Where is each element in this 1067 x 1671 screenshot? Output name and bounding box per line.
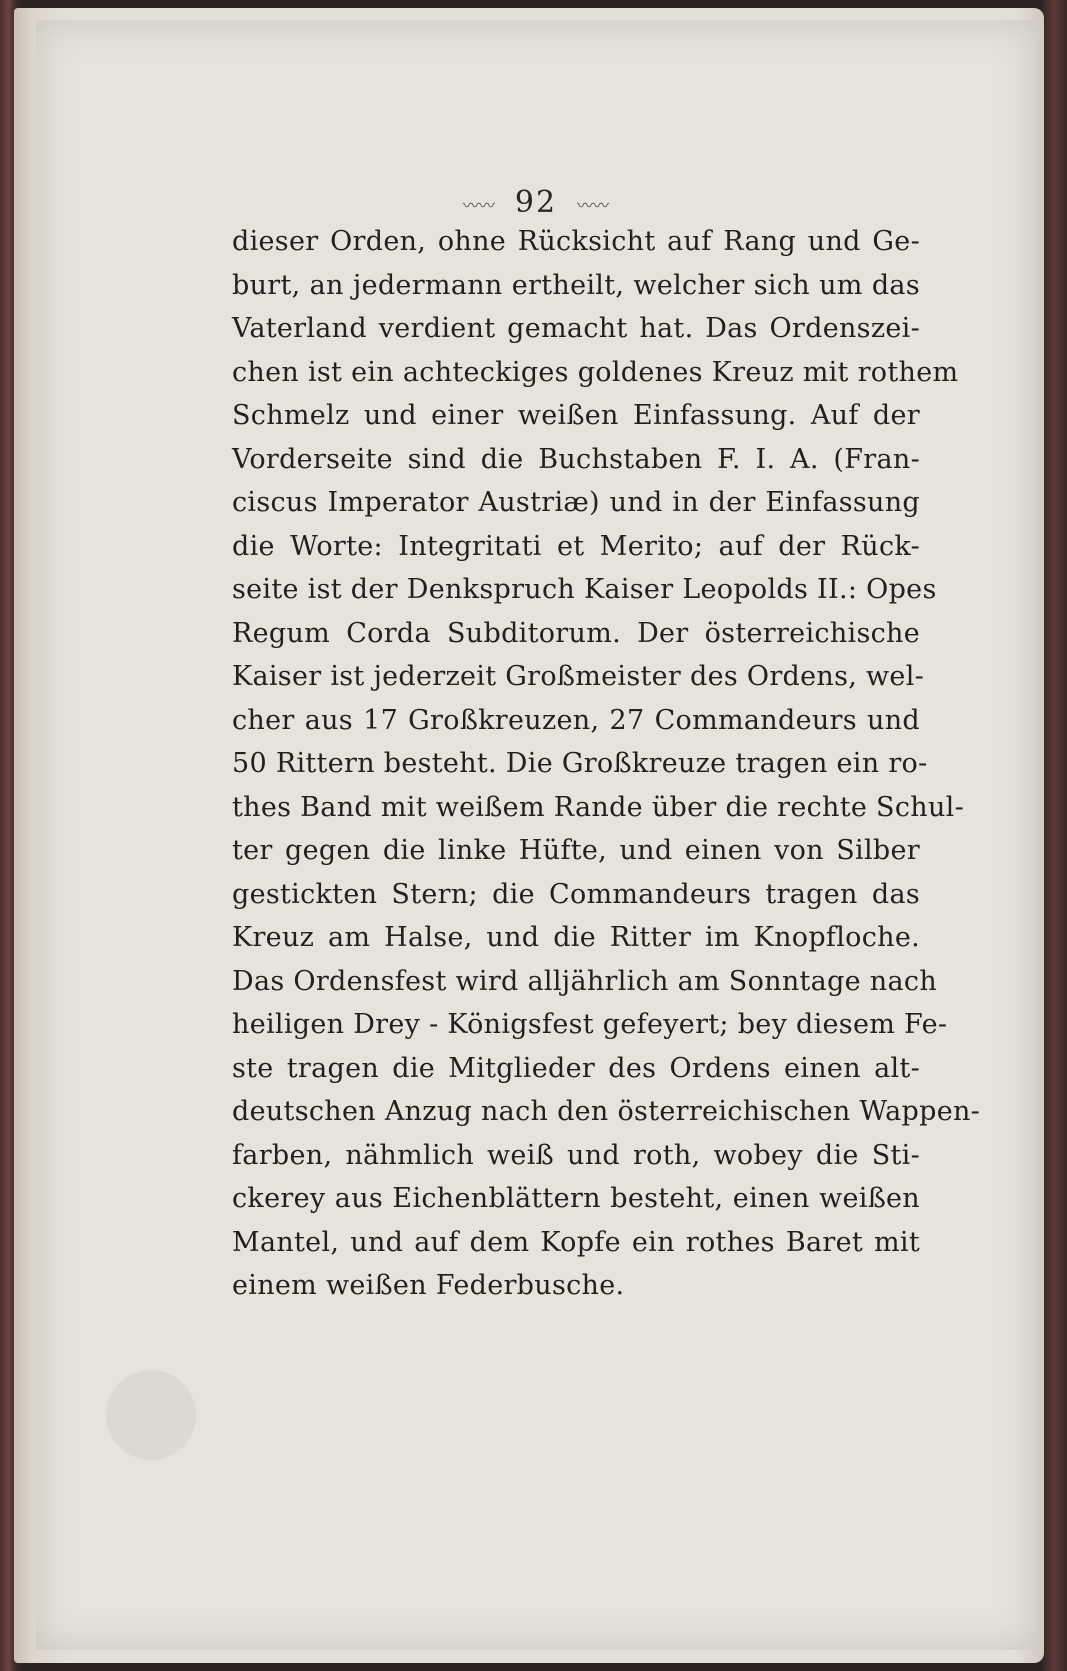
text-line: 50 Rittern besteht. Die Großkreuze tragen ein ro- <box>232 748 928 779</box>
text-line: Vorderseite sind die Buchstaben F. I. A. (Fran- <box>232 443 920 475</box>
text-line: chen ist ein achteckiges goldenes Kreuz mit rothem <box>232 356 959 388</box>
text-line: heiligen Drey - Königsfest gefeyert; bey diesem Fe- <box>232 1009 948 1040</box>
text-line: ciscus Imperator Austriæ) und in der Einfassung <box>232 487 920 518</box>
text-line: deutschen Anzug nach den österreichischen Wappen- <box>232 1096 981 1127</box>
text-line: Vaterland verdient gemacht hat. Das Ordenszei- <box>232 313 920 344</box>
paper-stain <box>106 1370 196 1460</box>
header-ornament-left-icon: 〰〰 <box>462 195 495 215</box>
text-line: ste tragen die Mitglieder des Ordens einen alt- <box>232 1052 920 1084</box>
text-line: thes Band mit weißem Rande über die rechte Schul- <box>232 791 965 823</box>
header-ornament-right-icon: 〰〰 <box>577 195 610 215</box>
text-line: dieser Orden, ohne Rücksicht auf Rang und Ge- <box>232 226 920 257</box>
page-header <box>36 185 1036 220</box>
text-line: die Worte: Integritati et Merito; auf der Rück- <box>232 530 920 562</box>
text-line-last: einem weißen Federbusche. <box>232 1270 625 1301</box>
text-line: Kaiser ist jederzeit Großmeister des Ordens, wel- <box>232 661 925 692</box>
text-line: cher aus 17 Großkreuzen, 27 Commandeurs und <box>232 704 920 736</box>
page-body-text <box>232 220 981 1308</box>
text-line: seite ist der Denkspruch Kaiser Leopolds II.: Opes <box>232 574 937 605</box>
text-line: gestickten Stern; die Commandeurs tragen das <box>232 878 920 910</box>
text-line: farben, nähmlich weiß und roth, wobey die Sti- <box>232 1139 920 1171</box>
text-line: Kreuz am Halse, und die Ritter im Knopfloche. <box>232 922 920 953</box>
page-number: 92 <box>514 185 558 220</box>
text-line: Schmelz und einer weißen Einfassung. Auf der <box>232 400 920 431</box>
text-line: Mantel, und auf dem Kopfe ein rothes Baret mit <box>232 1226 920 1258</box>
text-line: Regum Corda Subditorum. Der österreichische <box>232 617 920 649</box>
text-line: Das Ordensfest wird alljährlich am Sonntage nach <box>232 965 938 997</box>
text-line: ter gegen die linke Hüfte, und einen von Silber <box>232 835 920 866</box>
text-line: burt, an jedermann ertheilt, welcher sich um das <box>232 269 920 301</box>
text-line: ckerey aus Eichenblättern besteht, einen weißen <box>232 1183 920 1214</box>
